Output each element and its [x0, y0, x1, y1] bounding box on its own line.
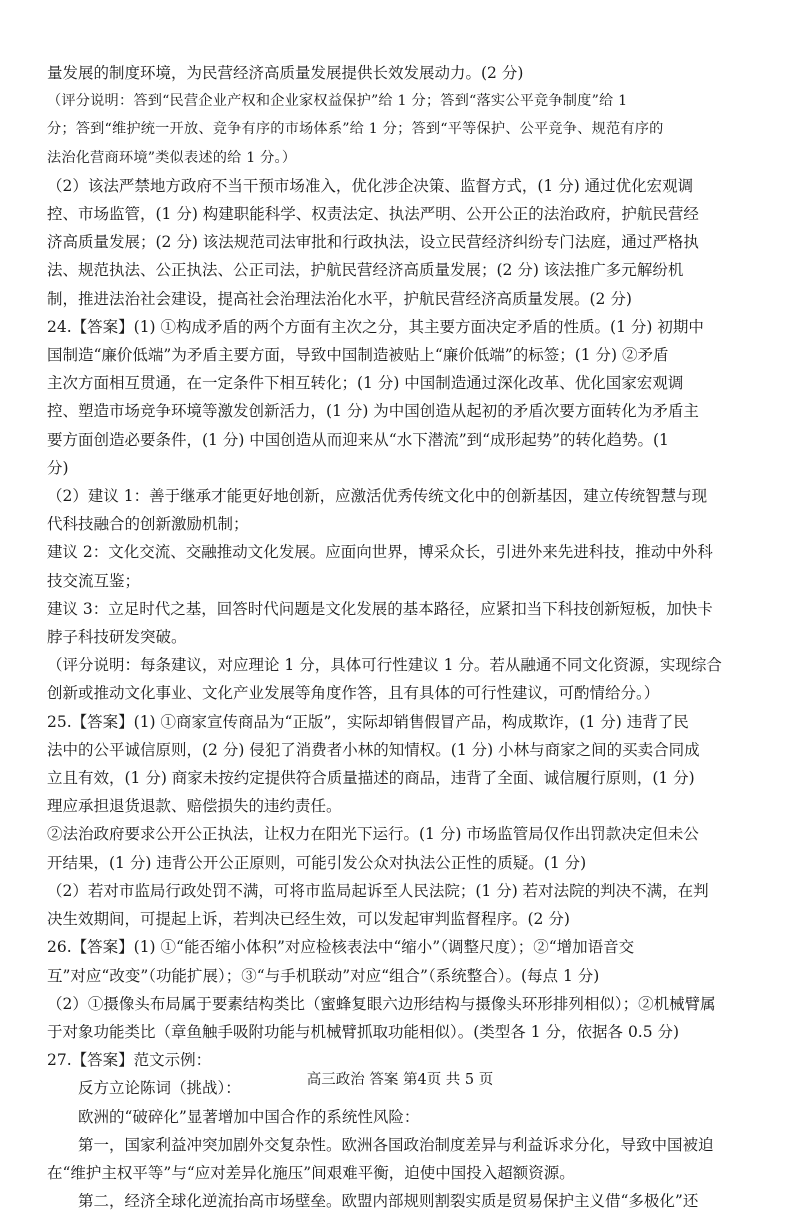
text-line: 欧洲的“破碎化”显著增加中国合作的系统性风险： — [78, 1107, 420, 1126]
text-line: 脖子科技研发突破。 — [47, 628, 187, 647]
text-line: 技交流互鉴； — [47, 571, 141, 590]
text-line: 建议 2：文化交流、交融推动文化发展。应面向世界，博采众长，引进外来先进科技，推动中外科 — [47, 543, 713, 562]
text-line: （2）该法严禁地方政府不当干预市场准入，优化涉企决策、监督方式，(1 分) 通过优化宏观调 — [47, 176, 694, 195]
text-line: （2）①摄像头布局属于要素结构类比（蜜蜂复眼六边形结构与摄像头环形排列相似）；②机械臂属 — [47, 994, 716, 1013]
text-line: 24.【答案】(1) ①构成矛盾的两个方面有主次之分，其主要方面决定矛盾的性质。(1 分) 初期中 — [47, 317, 704, 336]
text-line: 分) — [47, 458, 69, 477]
text-line: 分；答到“维护统一开放、竞争有序的市场体系”给 1 分；答到“平等保护、公平竞争、规范有序的 — [47, 121, 664, 138]
text-line: 控、塑造市场竞争环境等激发创新活力，(1 分) 为中国创造从起初的矛盾次要方面转化为矛盾主 — [47, 402, 699, 421]
text-line: 第一，国家利益冲突加剧外交复杂性。欧洲各国政治制度差异与利益诉求分化，导致中国被迫 — [78, 1135, 714, 1154]
text-line: ②法治政府要求公开公正执法，让权力在阳光下运行。(1 分) 市场监管局仅作出罚款决定但未公 — [47, 825, 699, 844]
text-line: 理应承担退货退款、赔偿损失的违约责任。 — [47, 797, 342, 816]
text-line: 反方立论陈词（挑战）： — [78, 1079, 241, 1098]
text-line: 26.【答案】(1) ①“能否缩小体积”对应检核表法中“缩小”（调整尺度）；②“增加语音交 — [47, 938, 635, 957]
text-line: 主次方面相互贯通，在一定条件下相互转化；(1 分) 中国制造通过深化改革、优化国家宏观调 — [47, 374, 684, 393]
text-line: 控、市场监管，(1 分) 构建职能科学、权责法定、执法严明、公开公正的法治政府，护航民营经 — [47, 205, 699, 224]
text-line: 要方面创造必要条件，(1 分) 中国创造从而迎来从“水下潜流”到“成形起势”的转化趋势。(1 — [47, 430, 669, 449]
text-line: 代科技融合的创新激励机制； — [47, 515, 249, 534]
text-line: 开结果，(1 分) 违背公开公正原则，可能引发公众对执法公正性的质疑。(1 分) — [47, 853, 587, 872]
text-line: 在“维护主权平等”与“应对差异化施压”间艰难平衡，迫使中国投入超额资源。 — [47, 1163, 575, 1182]
text-line: 法中的公平诚信原则，(2 分) 侵犯了消费者小林的知情权。(1 分) 小林与商家之间的买卖合同成 — [47, 740, 700, 759]
text-line: 于对象功能类比（章鱼触手吸附功能与机械臂抓取功能相似）。(类型各 1 分，依据各 0.5 分) — [47, 1022, 680, 1041]
text-line: 法治化营商环境”类似表述的给 1 分。） — [47, 149, 297, 166]
text-line: 量发展的制度环境，为民营经济高质量发展提供长效发展动力。(2 分) — [47, 64, 524, 82]
text-line: 国制造“廉价低端”为矛盾主要方面，导致中国制造被贴上“廉价低端”的标签；(1 分) ②矛盾 — [47, 346, 669, 365]
page-footer: 高三政治 答案 第4页 共 5 页 — [306, 1072, 494, 1088]
text-line: 立且有效，(1 分) 商家未按约定提供符合质量描述的商品，违背了全面、诚信履行原则，(1 分) — [47, 769, 695, 788]
answer-text-body — [47, 59, 762, 1215]
text-line: 济高质量发展；(2 分) 该法规范司法审批和行政执法，设立民营经济纠纷专门法庭，通过严格执 — [47, 233, 699, 252]
text-line: （2）若对市监局行政处罚不满，可将市监局起诉至人民法院；(1 分) 若对法院的判决不满，在判 — [47, 881, 709, 900]
text-line: （评分说明：答到“民营企业产权和企业家权益保护”给 1 分；答到“落实公平竞争制度”给 1 — [47, 93, 628, 110]
text-line: 决生效期间，可提起上诉，若判决已经生效，可以发起审判监督程序。(2 分) — [47, 910, 570, 929]
text-line: 27.【答案】范文示例： — [47, 1051, 212, 1070]
text-line: 制，推进法治社会建设，提高社会治理法治化水平，护航民营经济高质量发展。(2 分) — [47, 289, 632, 308]
text-line: 创新或推动文化事业、文化产业发展等角度作答，且有具体的可行性建议，可酌情给分。） — [47, 684, 660, 703]
text-line: 互”对应“改变”（功能扩展）；③“与手机联动”对应“组合”（系统整合）。(每点 1 分) — [47, 966, 600, 985]
text-line: （2）建议 1：善于继承才能更好地创新，应激活优秀传统文化中的创新基因，建立传统智慧与现 — [47, 487, 708, 506]
text-line: 第二，经济全球化逆流抬高市场壁垒。欧盟内部规则割裂实质是贸易保护主义借“多极化”还 — [78, 1192, 699, 1211]
text-line: （评分说明：每条建议，对应理论 1 分，具体可行性建议 1 分。若从融通不同文化资源，实现综合 — [47, 656, 722, 675]
text-line: 建议 3：立足时代之基，回答时代问题是文化发展的基本路径，应紧扣当下科技创新短板，加快卡 — [47, 599, 713, 618]
text-line: 法、规范执法、公正执法、公正司法，护航民营经济高质量发展；(2 分) 该法推广多元解纷机 — [47, 261, 684, 280]
text-line: 25.【答案】(1) ①商家宣传商品为“正版”，实际却销售假冒产品，构成欺诈，(1 分) 违背了民 — [47, 712, 689, 731]
